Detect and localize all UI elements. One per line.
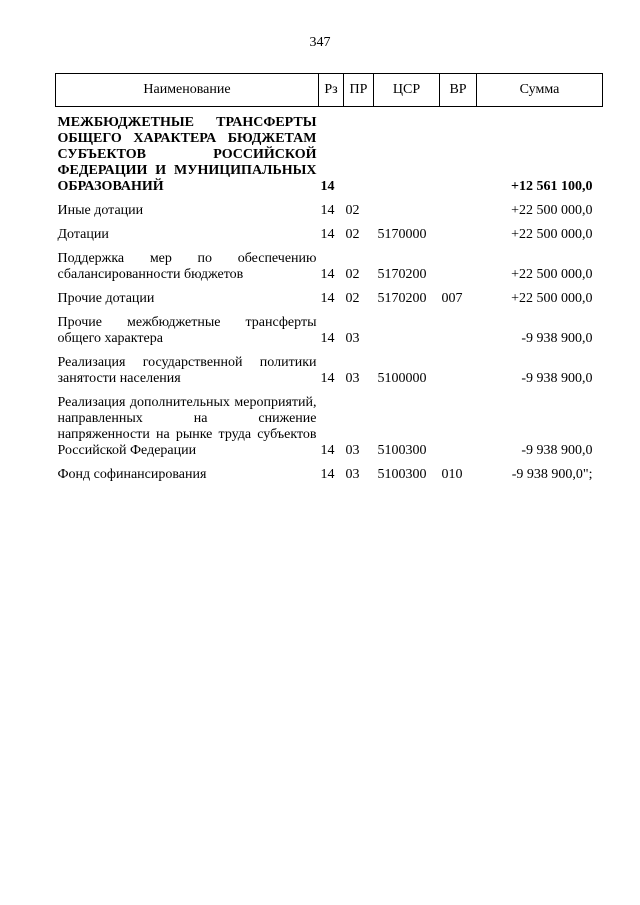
row-pr: 03 xyxy=(345,443,360,458)
row-vr xyxy=(440,311,477,351)
row-sum: -9 938 900,0"; xyxy=(511,467,593,482)
header-rz: Рз xyxy=(319,74,344,107)
row-name: МЕЖБЮДЖЕТНЫЕ ТРАНСФЕРТЫ ОБЩЕГО ХАРАКТЕРА БЮДЖЕТАМ СУБЪЕКТОВ РОССИЙСКОЙ ФЕДЕРАЦИИ И МУНИЦИПАЛЬНЫХ ОБРАЗОВАНИЙ xyxy=(57,115,317,194)
row-vr xyxy=(440,107,477,200)
row-sum: -9 938 900,0 xyxy=(521,371,593,386)
row-rz: 14 xyxy=(320,291,335,306)
row-pr: 03 xyxy=(345,371,360,386)
row-name: Поддержка мер по обеспечению сбалансированности бюджетов xyxy=(57,251,317,282)
row-csr xyxy=(374,107,440,200)
row-sum: +22 500 000,0 xyxy=(511,267,593,282)
row-vr xyxy=(440,391,477,463)
row-vr xyxy=(440,247,477,287)
row-sum: +22 500 000,0 xyxy=(511,227,593,242)
table-row xyxy=(56,107,603,200)
row-csr: 5170000 xyxy=(377,227,427,242)
row-csr: 5170200 xyxy=(377,291,427,306)
row-csr: 5100000 xyxy=(377,371,427,386)
row-csr: 5100300 xyxy=(377,443,427,458)
row-pr: 02 xyxy=(345,227,360,242)
row-pr: 03 xyxy=(345,467,360,482)
header-vr: ВР xyxy=(440,74,477,107)
budget-table xyxy=(55,73,603,487)
table-row xyxy=(56,199,603,223)
table-row xyxy=(56,391,603,463)
row-csr: 5100300 xyxy=(377,467,427,482)
row-pr xyxy=(344,107,374,200)
row-rz: 14 xyxy=(320,467,335,482)
row-sum: -9 938 900,0 xyxy=(521,331,593,346)
table-row xyxy=(56,287,603,311)
row-sum: +22 500 000,0 xyxy=(511,291,593,306)
page-number: 347 xyxy=(309,35,331,50)
row-name: Прочие дотации xyxy=(57,291,155,306)
row-csr xyxy=(374,199,440,223)
row-rz: 14 xyxy=(320,267,335,282)
row-name: Дотации xyxy=(57,227,109,242)
row-vr xyxy=(440,199,477,223)
row-vr: 007 xyxy=(441,291,463,306)
header-sum: Сумма xyxy=(477,74,603,107)
row-name: Реализация государственной политики занятости населения xyxy=(57,355,317,386)
row-sum: +22 500 000,0 xyxy=(511,203,593,218)
row-rz: 14 xyxy=(320,443,335,458)
row-rz: 14 xyxy=(320,227,335,242)
row-csr: 5170200 xyxy=(377,267,427,282)
row-rz: 14 xyxy=(320,331,335,346)
row-name: Иные дотации xyxy=(57,203,144,218)
row-pr: 02 xyxy=(345,267,360,282)
header-pr: ПР xyxy=(344,74,374,107)
table-row xyxy=(56,463,603,487)
row-name: Фонд софинансирования xyxy=(57,467,207,482)
table-row xyxy=(56,247,603,287)
row-rz: 14 xyxy=(320,371,335,386)
row-pr: 02 xyxy=(345,203,360,218)
row-name: Прочие межбюджетные трансферты общего характера xyxy=(57,315,317,346)
table-row xyxy=(56,351,603,391)
row-rz: 14 xyxy=(320,179,335,194)
row-sum: +12 561 100,0 xyxy=(511,179,593,194)
table-header-row xyxy=(56,74,603,107)
row-vr: 010 xyxy=(441,467,463,482)
row-vr xyxy=(440,223,477,247)
row-csr xyxy=(374,311,440,351)
row-pr: 02 xyxy=(345,291,360,306)
row-vr xyxy=(440,351,477,391)
table-row xyxy=(56,311,603,351)
table-row xyxy=(56,223,603,247)
header-csr: ЦСР xyxy=(374,74,440,107)
row-name: Реализация дополнительных мероприятий, направленных на снижение напряженности на рынке труда субъектов Российской Федерации xyxy=(57,395,317,458)
row-sum: -9 938 900,0 xyxy=(521,443,593,458)
row-pr: 03 xyxy=(345,331,360,346)
header-name: Наименование xyxy=(56,74,319,107)
row-rz: 14 xyxy=(320,203,335,218)
